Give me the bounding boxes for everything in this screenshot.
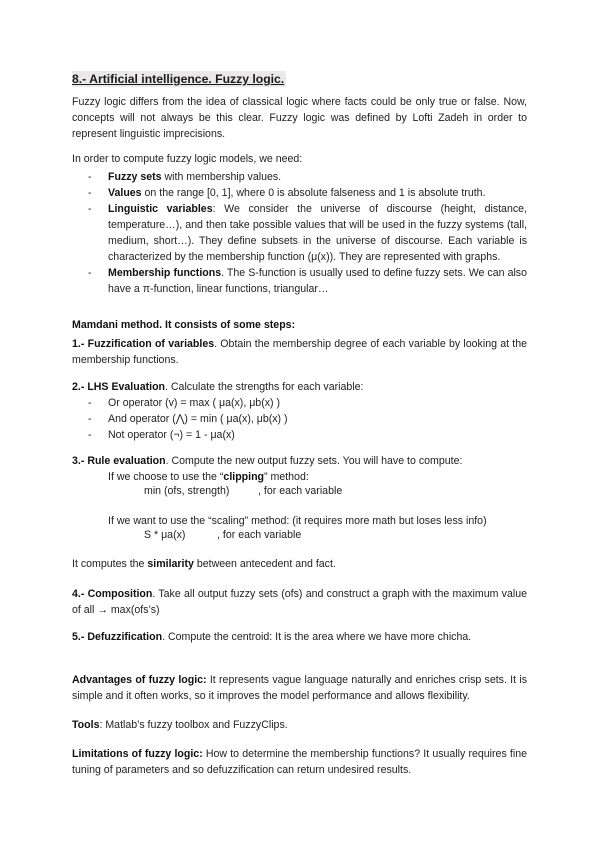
list-item: - Linguistic variables: We consider the universe of discourse (height, distance, temperature…), and then take possible values that will be used in the fuzzy systems (tall, medium, short…). They define subsets in the universe of discourse. Each variable is characterized by the membership function (μ(x)). They are represented with graphs.	[72, 201, 527, 265]
operators-list	[72, 395, 527, 443]
page-title: 8.- Artificial intelligence. Fuzzy logic.	[72, 72, 285, 86]
step-fuzzification: 1.- Fuzzification of variables. Obtain the membership degree of each variable by looking at the membership functions.	[72, 338, 527, 366]
compute-intro: In order to compute fuzzy logic models, we need:	[72, 153, 303, 165]
scaling-formula: S * μa(x)	[144, 529, 186, 541]
list-item: - Fuzzy sets with membership values.	[72, 169, 527, 185]
list-item: - And operator (⋀) = min ( μa(x), μb(x) )	[72, 411, 527, 427]
list-item: - Or operator (v) = max ( μa(x), μb(x) )	[72, 395, 527, 411]
step-composition: 4.- Composition. Take all output fuzzy sets (ofs) and construct a graph with the maximum value of all → max(ofs’s)	[72, 588, 527, 616]
scaling-method: If we want to use the “scaling” method: (it requires more math but loses less info)	[108, 515, 487, 527]
intro-paragraph: Fuzzy logic differs from the idea of classical logic where facts could be only true or false. Now, concepts will not always be this clear. Fuzzy logic was defined by Lofti Zadeh in order to represent linguistic imprecisions.	[72, 96, 527, 140]
tools-line: Tools: Matlab’s fuzzy toolbox and FuzzyClips.	[72, 719, 288, 731]
scaling-note: , for each variable	[217, 529, 302, 541]
clipping-formula: min (ofs, strength)	[144, 485, 230, 497]
step-lhs-evaluation: 2.- LHS Evaluation. Calculate the strengths for each variable:	[72, 381, 364, 393]
list-item: - Membership functions. The S-function is usually used to define fuzzy sets. We can also have a π-function, linear functions, triangular…	[72, 265, 527, 297]
step-rule-evaluation: 3.- Rule evaluation. Compute the new output fuzzy sets. You will have to compute:	[72, 455, 463, 467]
clipping-formula-line	[72, 483, 527, 499]
needs-list	[72, 169, 527, 297]
clipping-method: If we choose to use the “clipping” method:	[108, 471, 309, 483]
mamdani-heading: Mamdani method. It consists of some steps:	[72, 319, 296, 331]
similarity-line: It computes the similarity between antecedent and fact.	[72, 558, 336, 570]
list-item: - Values on the range [0, 1], where 0 is absolute falseness and 1 is absolute truth.	[72, 185, 527, 201]
limitations-paragraph: Limitations of fuzzy logic: How to determine the membership functions? It usually requires fine tuning of parameters and so defuzzification can return undesired results.	[72, 748, 527, 776]
clipping-note: , for each variable	[258, 485, 343, 497]
list-item: - Not operator (¬) = 1 - μa(x)	[72, 427, 527, 443]
scaling-formula-line	[72, 527, 527, 543]
step-defuzzification: 5.- Defuzzification. Compute the centroid: It is the area where we have more chicha.	[72, 631, 472, 643]
advantages-paragraph: Advantages of fuzzy logic: It represents vague language naturally and enriches crisp sets. It is simple and it often works, so it improves the model performance and allows flexibility.	[72, 674, 527, 702]
